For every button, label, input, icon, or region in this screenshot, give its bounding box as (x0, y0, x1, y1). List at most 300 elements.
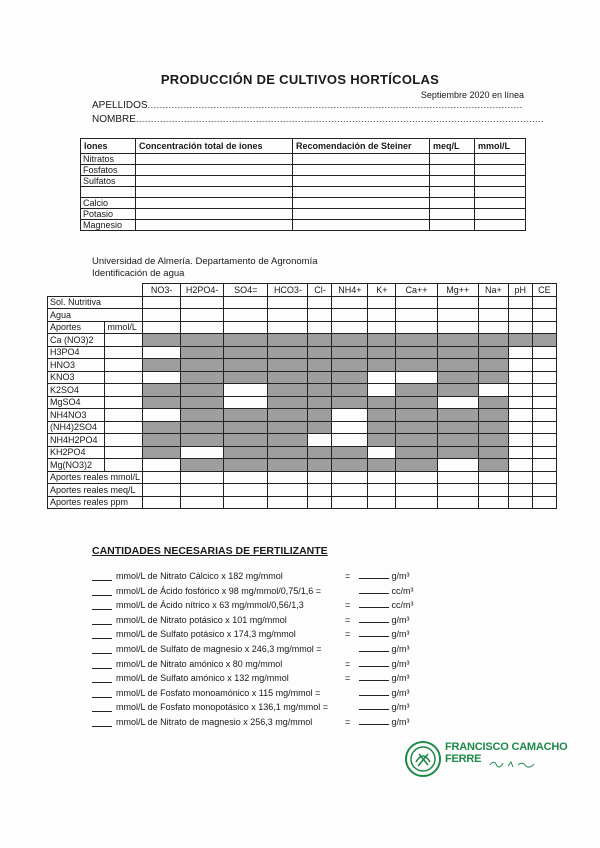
fertilizer-formula: mmol/L de Fosfato monoamónico x 115 mg/mmol = (116, 687, 321, 698)
cell[interactable] (143, 334, 181, 347)
cell[interactable] (224, 396, 268, 409)
cell[interactable] (532, 359, 556, 372)
cell[interactable] (308, 346, 332, 359)
cell[interactable] (181, 321, 224, 334)
cell[interactable] (368, 334, 396, 347)
cell[interactable] (143, 359, 181, 372)
unit-label: g/m³ (391, 673, 410, 684)
cell[interactable] (332, 384, 368, 397)
column-header: NO3- (143, 284, 181, 297)
cell[interactable] (437, 459, 478, 472)
cell[interactable] (479, 484, 509, 497)
cell[interactable] (224, 309, 268, 322)
cell[interactable] (368, 371, 396, 384)
table-row (48, 446, 557, 459)
cell[interactable] (368, 396, 396, 409)
table-row (81, 176, 526, 187)
cell[interactable] (437, 471, 478, 484)
cell[interactable] (508, 484, 532, 497)
cell[interactable] (508, 446, 532, 459)
cell[interactable] (532, 434, 556, 447)
table-row (48, 359, 557, 372)
cell[interactable] (268, 321, 308, 334)
table-row (81, 209, 526, 220)
fertilizer-line (92, 659, 282, 669)
ion-label: Calcio (81, 198, 136, 209)
cell[interactable] (332, 309, 368, 322)
cell[interactable] (508, 309, 532, 322)
col-iones: Iones (81, 139, 136, 154)
quantity-blank[interactable] (92, 609, 112, 610)
quantity-blank[interactable] (92, 638, 112, 639)
cell[interactable] (368, 409, 396, 422)
cell[interactable] (268, 346, 308, 359)
cell[interactable] (268, 296, 308, 309)
cell[interactable] (308, 309, 332, 322)
cell[interactable] (532, 309, 556, 322)
col-steiner: Recomendación de Steiner (293, 139, 430, 154)
cell[interactable] (396, 421, 437, 434)
cell[interactable] (508, 471, 532, 484)
cell[interactable] (437, 446, 478, 459)
unit-label: g/m³ (391, 687, 410, 698)
cell[interactable] (181, 434, 224, 447)
cell[interactable] (224, 484, 268, 497)
cell[interactable] (396, 334, 437, 347)
cell[interactable] (181, 359, 224, 372)
cell[interactable] (308, 359, 332, 372)
cell[interactable] (308, 296, 332, 309)
ion-label (81, 187, 136, 198)
cell[interactable] (479, 359, 509, 372)
result-field[interactable]: = cc/m³ (345, 600, 414, 611)
row-label: KNO3 (48, 371, 105, 384)
row-label: NH4NO3 (48, 409, 105, 422)
cell[interactable] (396, 434, 437, 447)
cell[interactable] (532, 321, 556, 334)
cell[interactable] (332, 496, 368, 509)
cell[interactable] (143, 296, 181, 309)
result-field[interactable] (345, 702, 410, 712)
row-label: NH4H2PO4 (48, 434, 105, 447)
row-label: MgSO4 (48, 396, 105, 409)
table-row (48, 334, 557, 347)
cell[interactable] (332, 296, 368, 309)
cell[interactable] (268, 471, 308, 484)
column-header: SO4= (224, 284, 268, 297)
cell[interactable] (437, 384, 478, 397)
cell[interactable] (479, 409, 509, 422)
cell[interactable] (181, 396, 224, 409)
cell[interactable] (532, 384, 556, 397)
cell[interactable] (268, 334, 308, 347)
cell[interactable] (181, 371, 224, 384)
water-id-line: Identificación de agua (92, 268, 185, 279)
cell[interactable] (368, 309, 396, 322)
cell[interactable] (224, 296, 268, 309)
fertilizer-line (92, 571, 283, 581)
ion-label: Magnesio (81, 220, 136, 231)
col-concentracion: Concentración total de iones (136, 139, 293, 154)
cell[interactable] (508, 496, 532, 509)
result-field[interactable]: = g/m³ (345, 629, 410, 640)
cell[interactable] (181, 484, 224, 497)
cell[interactable] (268, 446, 308, 459)
row-label: (NH4)2SO4 (48, 421, 105, 434)
table-row (48, 421, 557, 434)
cell[interactable] (479, 309, 509, 322)
row-label: Aportes reales meq/L (48, 484, 143, 497)
cell[interactable] (368, 496, 396, 509)
cell[interactable] (479, 296, 509, 309)
cell[interactable] (224, 496, 268, 509)
cell[interactable] (508, 434, 532, 447)
cell[interactable] (143, 346, 181, 359)
cell[interactable] (224, 471, 268, 484)
cell[interactable] (437, 409, 478, 422)
cell[interactable] (224, 421, 268, 434)
cell[interactable] (143, 471, 181, 484)
result-field[interactable] (345, 688, 410, 698)
cell[interactable] (508, 371, 532, 384)
result-field[interactable]: = g/m³ (345, 571, 410, 581)
quantity-blank[interactable] (92, 624, 112, 625)
fertilizer-formula: mmol/L de Sulfato potásico x 174,3 mg/mmol (116, 629, 296, 640)
cell[interactable] (396, 496, 437, 509)
cell[interactable] (437, 296, 478, 309)
cell[interactable] (332, 334, 368, 347)
cell[interactable] (332, 459, 368, 472)
cell[interactable] (143, 496, 181, 509)
column-header: Na+ (479, 284, 509, 297)
result-field[interactable]: = g/m³ (345, 717, 410, 727)
quantity-blank[interactable] (92, 726, 112, 727)
cell[interactable] (368, 346, 396, 359)
row-label: Agua (48, 309, 143, 322)
quantity-blank[interactable] (92, 682, 112, 683)
cell[interactable] (308, 434, 332, 447)
cell[interactable] (532, 446, 556, 459)
quantity-blank[interactable] (92, 580, 112, 581)
fertilizer-formula: mmol/L de Sulfato de magnesio x 246,3 mg/mmol = (116, 644, 322, 654)
cell[interactable] (181, 471, 224, 484)
cell[interactable] (181, 446, 224, 459)
cell[interactable] (224, 446, 268, 459)
cell[interactable] (224, 321, 268, 334)
quantity-blank[interactable] (92, 697, 112, 698)
cell[interactable] (532, 334, 556, 347)
cell[interactable] (508, 321, 532, 334)
cell[interactable] (368, 321, 396, 334)
cell[interactable] (479, 371, 509, 384)
ions-table (80, 138, 526, 231)
cell[interactable] (437, 321, 478, 334)
cell[interactable] (308, 471, 332, 484)
col-meq: meq/L (430, 139, 475, 154)
nombre-label: NOMBRE (92, 114, 136, 125)
cell[interactable] (437, 496, 478, 509)
cell[interactable] (181, 334, 224, 347)
fertilizer-formula: mmol/L de Ácido fosfórico x 98 mg/mmol/0,75/1,6 = (116, 585, 322, 596)
unit-label: g/m³ (391, 644, 410, 654)
institution-line: Universidad de Almería. Departamento de Agronomía (92, 256, 318, 267)
cell[interactable] (508, 296, 532, 309)
cell[interactable] (224, 384, 268, 397)
cell[interactable] (308, 409, 332, 422)
quantity-blank[interactable] (92, 711, 112, 712)
cell[interactable] (508, 421, 532, 434)
cell[interactable] (181, 296, 224, 309)
cell[interactable] (143, 321, 181, 334)
cell[interactable] (368, 434, 396, 447)
cell[interactable] (224, 371, 268, 384)
cell[interactable] (143, 409, 181, 422)
quantity-blank[interactable] (92, 653, 112, 654)
cell[interactable] (532, 371, 556, 384)
cell[interactable] (396, 346, 437, 359)
cell[interactable] (224, 459, 268, 472)
cell[interactable] (268, 484, 308, 497)
cell[interactable] (181, 496, 224, 509)
row-label: Aportes reales mmol/L (48, 471, 143, 484)
ion-label: Nitratos (81, 154, 136, 165)
table-row (81, 154, 526, 165)
cell[interactable] (368, 446, 396, 459)
cell[interactable] (143, 309, 181, 322)
cell[interactable] (508, 346, 532, 359)
cell[interactable] (479, 471, 509, 484)
cell[interactable] (143, 484, 181, 497)
result-field[interactable]: = g/m³ (345, 658, 410, 669)
column-header: CE (532, 284, 556, 297)
fertilizer-formula: mmol/L de Sulfato amónico x 132 mg/mmol (116, 673, 289, 684)
cell[interactable] (368, 359, 396, 372)
cell[interactable] (437, 434, 478, 447)
cell[interactable] (224, 334, 268, 347)
row-label: H3PO4 (48, 346, 105, 359)
cell[interactable] (143, 384, 181, 397)
cell[interactable] (332, 446, 368, 459)
cell[interactable] (268, 309, 308, 322)
cell[interactable] (437, 371, 478, 384)
cell[interactable] (143, 421, 181, 434)
cell[interactable] (224, 359, 268, 372)
fertilizer-formula: mmol/L de Nitrato amónico x 80 mg/mmol (116, 658, 283, 669)
cell[interactable] (332, 359, 368, 372)
cell[interactable] (508, 396, 532, 409)
cell[interactable] (332, 421, 368, 434)
aportes-unit: mmol/L (105, 321, 143, 334)
cell[interactable] (396, 484, 437, 497)
cell[interactable] (532, 409, 556, 422)
cell[interactable] (479, 334, 509, 347)
cell[interactable] (368, 459, 396, 472)
table-row (48, 484, 557, 497)
apellidos-field[interactable]: APELLIDOS............................................................................................................................. (92, 100, 523, 111)
cell[interactable] (396, 409, 437, 422)
cell[interactable] (143, 371, 181, 384)
cell[interactable] (368, 384, 396, 397)
nombre-field[interactable]: NOMBRE........................................................................................................................................ (92, 114, 544, 125)
cell[interactable] (479, 496, 509, 509)
table-row (48, 459, 557, 472)
cell[interactable] (508, 459, 532, 472)
result-field[interactable] (345, 586, 414, 596)
result-field[interactable] (345, 644, 410, 654)
cell[interactable] (332, 409, 368, 422)
cell[interactable] (181, 409, 224, 422)
cell[interactable] (308, 384, 332, 397)
cell[interactable] (332, 346, 368, 359)
cell[interactable] (532, 484, 556, 497)
cell[interactable] (308, 321, 332, 334)
cell[interactable] (308, 334, 332, 347)
fertilizer-line (92, 586, 321, 596)
cell[interactable] (479, 321, 509, 334)
signature-name: FRANCISCO CAMACHO FERRE (445, 741, 568, 765)
cell[interactable] (268, 409, 308, 422)
row-label: KH2PO4 (48, 446, 105, 459)
cell[interactable] (479, 434, 509, 447)
cell[interactable] (396, 396, 437, 409)
fertilizer-line (92, 615, 287, 625)
unit-label: g/m³ (391, 629, 410, 640)
cell[interactable] (368, 471, 396, 484)
cell[interactable] (332, 371, 368, 384)
cell[interactable] (532, 296, 556, 309)
cell[interactable] (268, 459, 308, 472)
page-title: PRODUCCIÓN DE CULTIVOS HORTÍCOLAS (160, 72, 440, 87)
cell[interactable] (437, 396, 478, 409)
fertilizer-formula: mmol/L de Fosfato monopotásico x 136,1 mg/mmol = (116, 702, 329, 713)
cell[interactable] (532, 396, 556, 409)
cell[interactable] (181, 346, 224, 359)
cell[interactable] (268, 384, 308, 397)
cell[interactable] (532, 459, 556, 472)
cell[interactable] (437, 484, 478, 497)
cell[interactable] (332, 396, 368, 409)
cell[interactable] (143, 434, 181, 447)
cell[interactable] (479, 346, 509, 359)
cell[interactable] (396, 309, 437, 322)
result-field[interactable]: = g/m³ (345, 673, 410, 684)
cell[interactable] (268, 371, 308, 384)
cell[interactable] (268, 421, 308, 434)
cell[interactable] (143, 446, 181, 459)
cell[interactable] (532, 346, 556, 359)
table-row (48, 321, 557, 334)
cell[interactable] (508, 359, 532, 372)
cell[interactable] (396, 471, 437, 484)
cell[interactable] (268, 434, 308, 447)
row-label: Aportes reales ppm (48, 496, 143, 509)
cell[interactable] (396, 321, 437, 334)
table-row (48, 434, 557, 447)
unit-label: g/m³ (391, 702, 410, 713)
seal-icon (404, 740, 442, 778)
cell[interactable] (308, 496, 332, 509)
cell[interactable] (332, 484, 368, 497)
column-header: Cl- (308, 284, 332, 297)
cell[interactable] (181, 421, 224, 434)
cell[interactable] (332, 434, 368, 447)
column-header: Mg++ (437, 284, 478, 297)
ion-label: Fosfatos (81, 165, 136, 176)
cell[interactable] (181, 309, 224, 322)
cell[interactable] (224, 346, 268, 359)
cell[interactable] (308, 459, 332, 472)
cell[interactable] (532, 471, 556, 484)
table-row (81, 165, 526, 176)
cell[interactable] (308, 371, 332, 384)
cell[interactable] (437, 346, 478, 359)
cell[interactable] (479, 396, 509, 409)
cell[interactable] (308, 446, 332, 459)
cell[interactable] (308, 421, 332, 434)
cell[interactable] (332, 321, 368, 334)
cell[interactable] (479, 421, 509, 434)
fertilizer-line (92, 600, 304, 610)
quantity-blank[interactable] (92, 668, 112, 669)
cell[interactable] (143, 396, 181, 409)
fertilizer-formula: mmol/L de Nitrato potásico x 101 mg/mmol (116, 614, 287, 625)
cell[interactable] (396, 459, 437, 472)
cell[interactable] (224, 434, 268, 447)
cell[interactable] (268, 496, 308, 509)
cell[interactable] (396, 446, 437, 459)
cell[interactable] (508, 384, 532, 397)
row-label: Mg(NO3)2 (48, 459, 105, 472)
cell[interactable] (268, 396, 308, 409)
cell[interactable] (181, 384, 224, 397)
cell[interactable] (437, 421, 478, 434)
cell[interactable] (368, 296, 396, 309)
table-row (48, 384, 557, 397)
cell[interactable] (368, 421, 396, 434)
fertilizer-line (92, 644, 322, 654)
cell[interactable] (508, 334, 532, 347)
row-label: K2SO4 (48, 384, 105, 397)
subtitle: Septiembre 2020 en línea (420, 90, 524, 100)
cell[interactable] (396, 359, 437, 372)
result-field[interactable]: = g/m³ (345, 614, 410, 625)
cell[interactable] (437, 334, 478, 347)
cell[interactable] (437, 359, 478, 372)
cell[interactable] (308, 484, 332, 497)
cell[interactable] (143, 459, 181, 472)
cell[interactable] (332, 471, 368, 484)
cell[interactable] (268, 359, 308, 372)
cell[interactable] (437, 309, 478, 322)
cell[interactable] (532, 421, 556, 434)
fertilizer-line (92, 702, 328, 712)
cell[interactable] (532, 496, 556, 509)
row-label: Aportes (48, 321, 105, 334)
cell[interactable] (224, 409, 268, 422)
cell[interactable] (396, 371, 437, 384)
cell[interactable] (396, 384, 437, 397)
cell[interactable] (181, 459, 224, 472)
cell[interactable] (508, 409, 532, 422)
column-header: NH4+ (332, 284, 368, 297)
cell[interactable] (479, 446, 509, 459)
cell[interactable] (396, 296, 437, 309)
cell[interactable] (479, 384, 509, 397)
cell[interactable] (308, 396, 332, 409)
cell[interactable] (479, 459, 509, 472)
quantity-blank[interactable] (92, 595, 112, 596)
cell[interactable] (368, 484, 396, 497)
